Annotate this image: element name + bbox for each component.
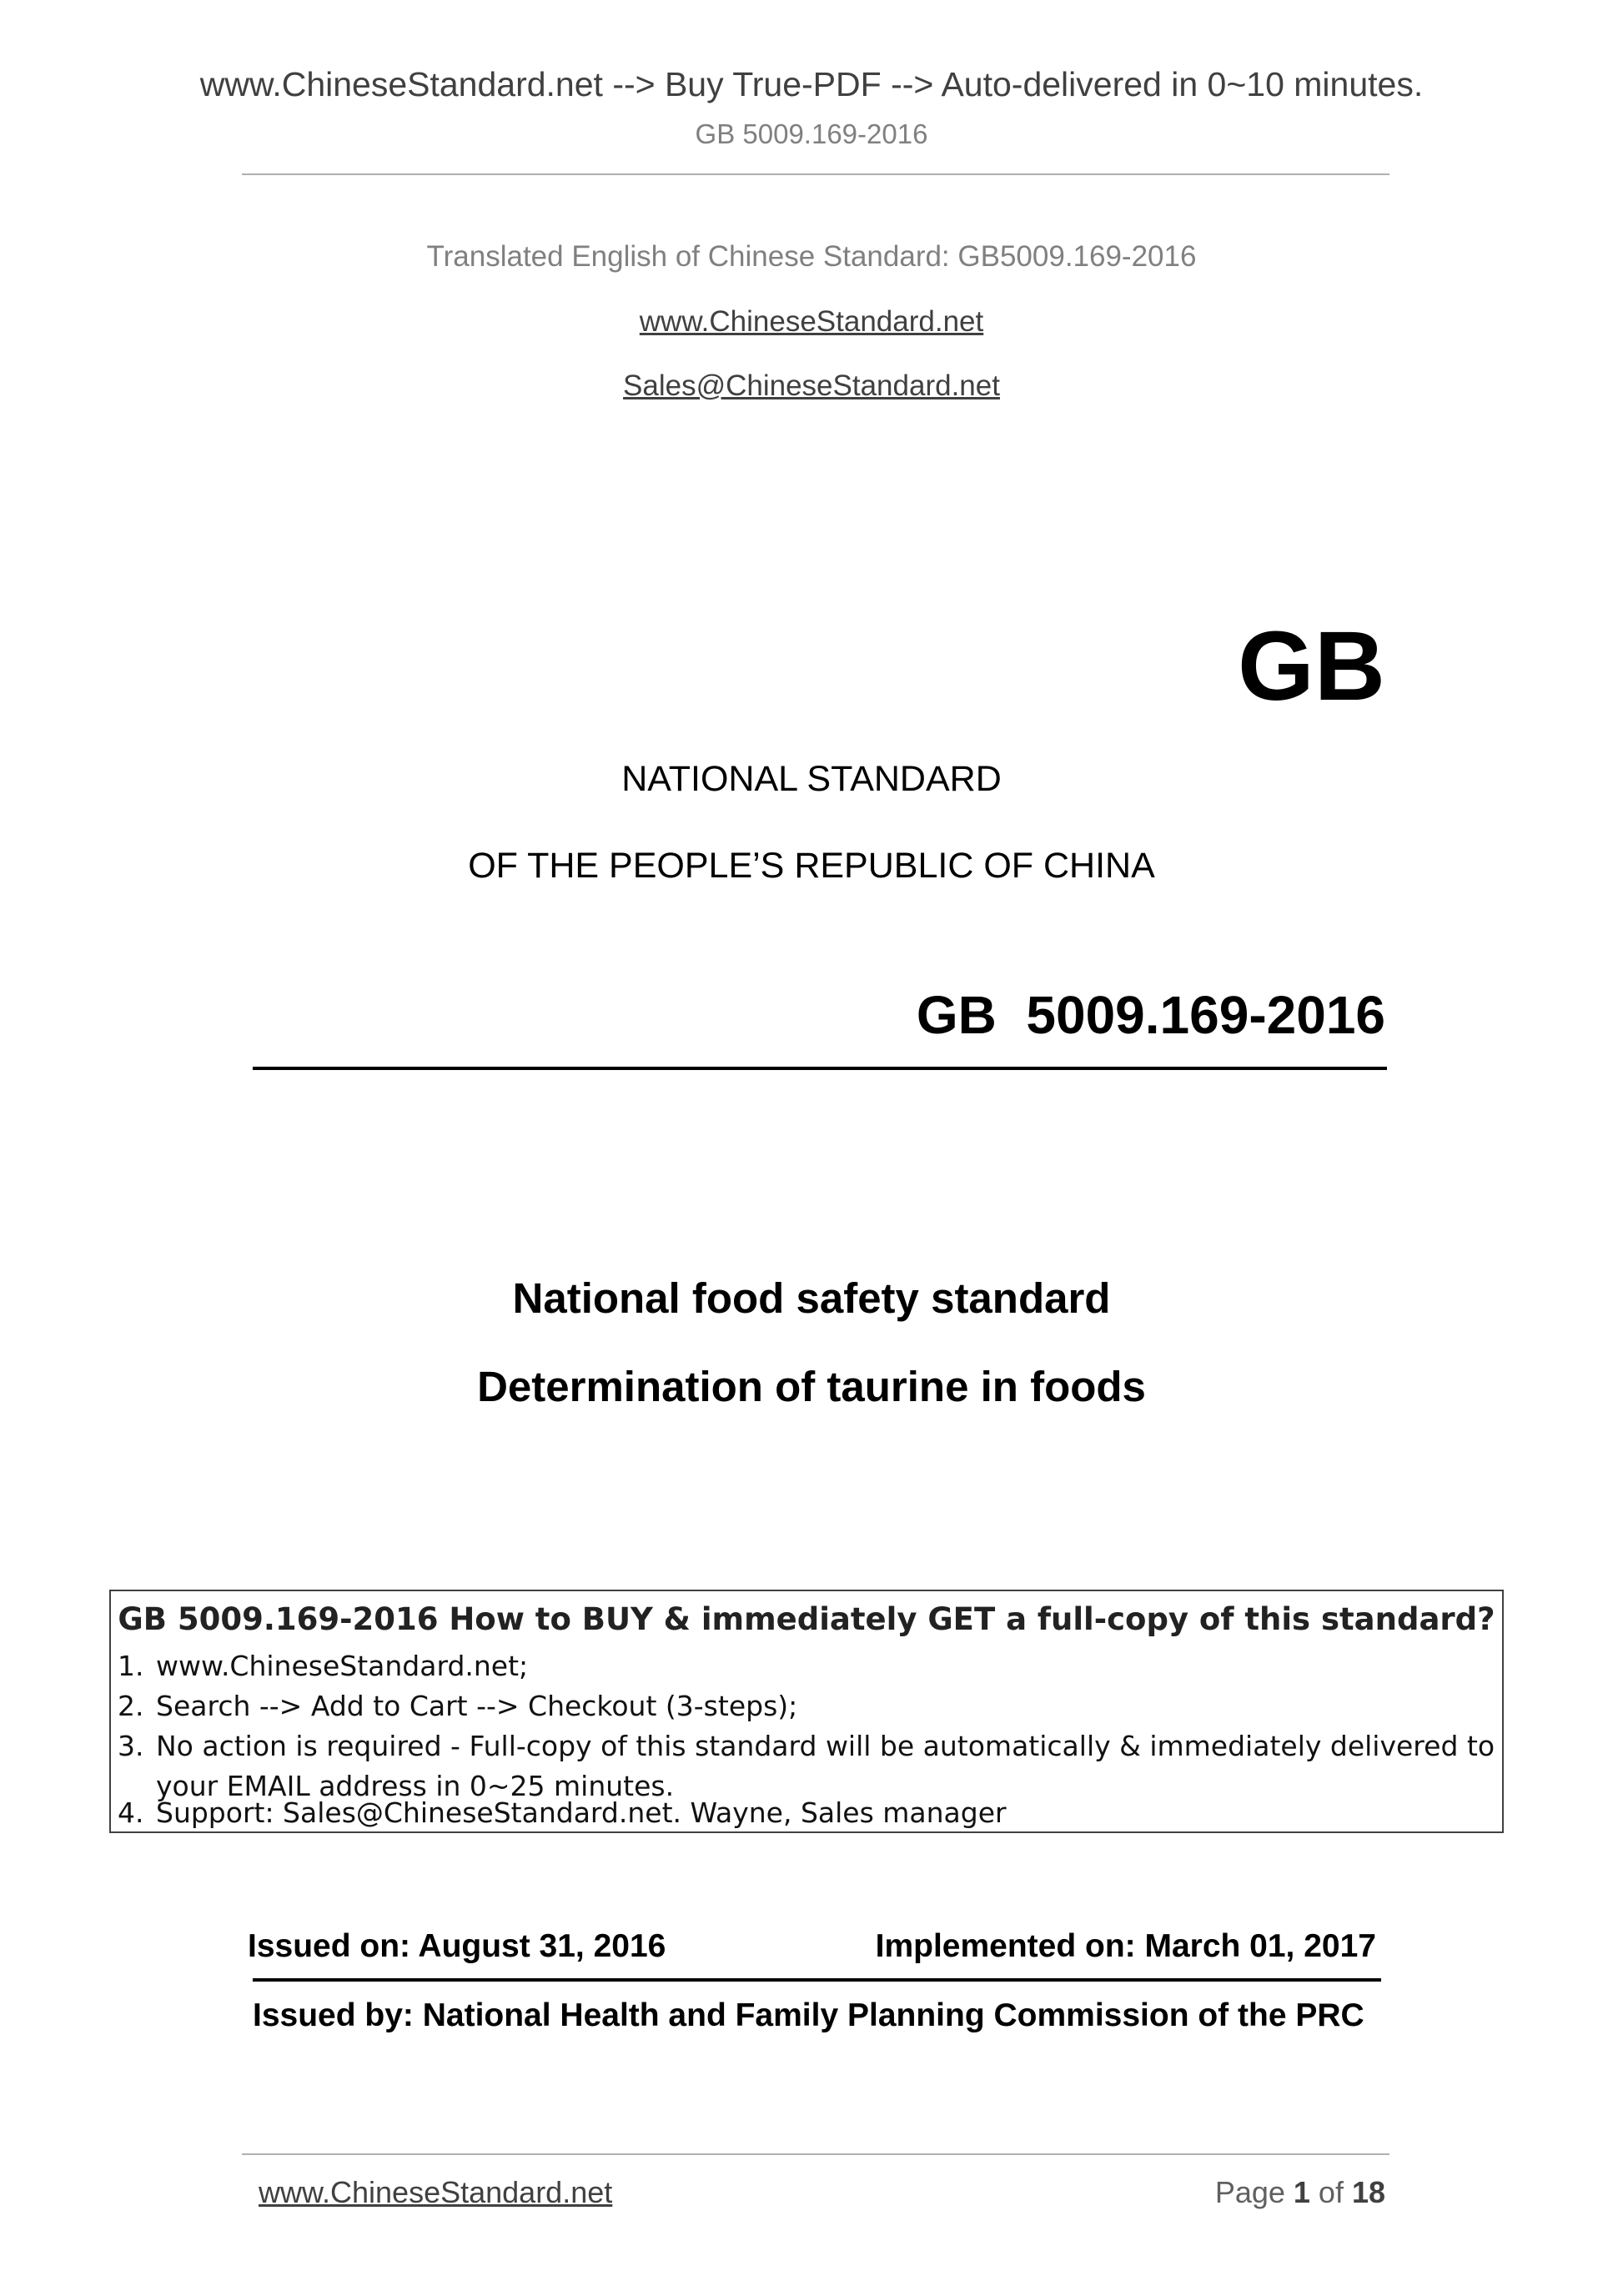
issue-divider bbox=[253, 1978, 1381, 1982]
document-title-line1: National food safety standard bbox=[512, 1274, 1111, 1322]
purchase-info-title: GB 5009.169-2016 How to BUY & immediately GET a full-copy of this standard? bbox=[118, 1601, 1495, 1637]
page-mid: of bbox=[1309, 2175, 1352, 2209]
header-banner-text: www.ChineseStandard.net --> Buy True-PDF --> Auto-delivered in 0~10 minutes. bbox=[199, 65, 1424, 103]
email-link[interactable]: Sales@ChineseStandard.net bbox=[623, 369, 1000, 402]
footer-link-container bbox=[259, 2175, 612, 2210]
document-title-line2: Determination of taurine in foods bbox=[477, 1363, 1146, 1410]
page-total: 18 bbox=[1351, 2175, 1385, 2209]
standard-number-rule bbox=[253, 1067, 1387, 1070]
standard-number: GB 5009.169-2016 bbox=[916, 985, 1385, 1045]
website-link[interactable]: www.ChineseStandard.net bbox=[639, 305, 984, 338]
page-indicator bbox=[1215, 2175, 1385, 2210]
footer-divider bbox=[242, 2153, 1389, 2155]
step-text: No action is required - Full-copy of this standard will be automatically & immediately delivered to bbox=[156, 1730, 1495, 1762]
page-current: 1 bbox=[1293, 2175, 1310, 2209]
issuing-authority: Issued by: National Health and Family Planning Commission of the PRC bbox=[253, 1997, 1364, 2033]
step-number: 3. bbox=[118, 1730, 144, 1762]
page-prefix: Page bbox=[1214, 2175, 1294, 2209]
site-link-container bbox=[0, 305, 1623, 339]
implemented-on-date: Implemented on: March 01, 2017 bbox=[875, 1928, 1376, 1964]
purchase-step bbox=[118, 1650, 528, 1682]
header-divider bbox=[242, 173, 1389, 175]
purchase-step bbox=[118, 1796, 1007, 1829]
step-number: 2. bbox=[118, 1690, 144, 1722]
step-text: www.ChineseStandard.net; bbox=[156, 1650, 529, 1682]
national-standard-heading: NATIONAL STANDARD bbox=[621, 759, 1002, 799]
purchase-info-box bbox=[109, 1590, 1504, 1833]
gb-mark: GB bbox=[1238, 611, 1385, 721]
purchase-step bbox=[118, 1730, 1495, 1762]
prc-heading: OF THE PEOPLE’S REPUBLIC OF CHINA bbox=[468, 846, 1155, 886]
step-number: 1. bbox=[118, 1650, 144, 1682]
header-standard-code: GB 5009.169-2016 bbox=[695, 118, 928, 149]
step-text: Support: Sales@ChineseStandard.net. Wayne, Sales manager bbox=[156, 1796, 1007, 1829]
step-number: 4. bbox=[118, 1796, 144, 1829]
footer-website-link[interactable]: www.ChineseStandard.net bbox=[259, 2175, 613, 2209]
email-link-container bbox=[0, 369, 1623, 403]
step-text: your EMAIL address in 0~25 minutes. bbox=[156, 1770, 675, 1802]
purchase-step bbox=[118, 1690, 797, 1722]
issued-on-date: Issued on: August 31, 2016 bbox=[248, 1928, 666, 1964]
step-text: Search --> Add to Cart --> Checkout (3-steps); bbox=[156, 1690, 798, 1722]
translated-note: Translated English of Chinese Standard: GB5009.169-2016 bbox=[426, 240, 1197, 273]
